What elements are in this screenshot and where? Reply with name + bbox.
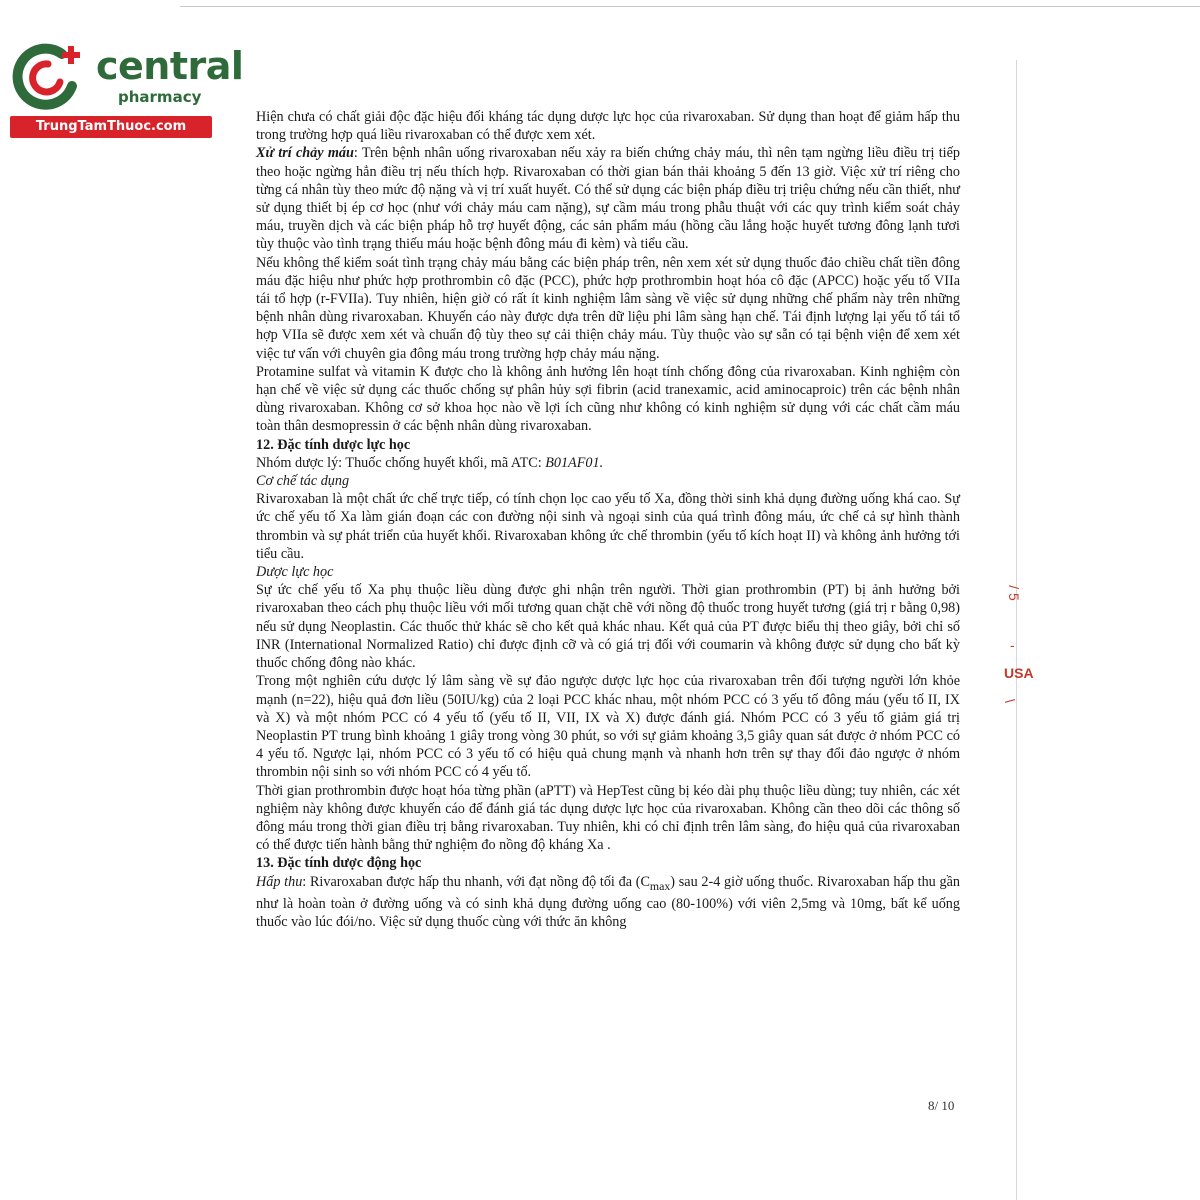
document-body: [256, 108, 960, 931]
paragraph: Nếu không thể kiểm soát tình trạng chảy máu bằng các biện pháp trên, nên xem xét sử dụng thuốc đảo chiều chất tiền đông máu đặc hiệu như phức hợp prothrombin cô đặc (PCC), phức hợp prothrombin hoạt hóa cô đặc (APCC) hoặc yếu tố VIIa tái tổ hợp (r-FVIIa). Tuy nhiên, hiện giờ có rất ít kinh nghiệm lâm sàng về việc sử dụng những chế phẩm này trên những bệnh nhân dùng rivaroxaban. Khuyến cáo này được dựa trên dữ liệu phi lâm sàng hạn chế. Tái định lượng lại yếu tố tái tổ hợp VIIa sẽ được xem xét và chuẩn độ tùy theo sự cải thiện chảy máu. Tùy thuộc vào sự sẵn có tại bệnh viện để xem xét việc tư vấn với chuyên gia đông máu trong trường hợp chảy máu nặng.: [256, 254, 960, 362]
logo-subtitle: pharmacy: [118, 88, 202, 106]
cmax-subscript: max: [649, 878, 671, 893]
atc-code: B01AF01.: [545, 454, 604, 471]
paragraph: Hấp thu: Rivaroxaban được hấp thu nhanh, với đạt nồng độ tối đa $(C_{max})$ sau 2-4 giờ uống thuốc. Rivaroxaban hấp thu gần như là hoàn toàn ở đường uống và có sinh khả dụng đường uống cao (80-100%) với viên 2,5mg và 10mg, bất kể uống thuốc vào lúc đói/no. Việc sử dụng thuốc cùng với thức ăn không: [256, 873, 960, 930]
subsection-heading: Dược lực học: [256, 564, 334, 581]
top-scan-edge: [180, 6, 1200, 7]
paragraph: Xử trí chảy máu: Trên bệnh nhân uống rivaroxaban nếu xảy ra biến chứng chảy máu, thì nên tạm ngừng liều điều trị tiếp theo hoặc ngừng hẳn điều trị nếu thích hợp. Rivaroxaban có thời gian bán thải khoảng 5 đến 13 giờ. Việc xử trí riêng cho từng cá nhân tùy theo mức độ nặng và vị trí xuất huyết. Có thể sử dụng các biện pháp điều trị triệu chứng nếu cần thiết, như sử dụng thiết bị ép cơ học (như với chảy máu cam nặng), sự cầm máu trong phẫu thuật với các quy trình kiểm soát chảy máu, truyền dịch và các biện pháp hỗ trợ huyết động, các sản phẩm máu (hồng cầu lắng hoặc huyết tương đông lạnh tươi tùy thuộc vào tình trạng thiếu máu hoặc bệnh đông máu đi kèm) và tiểu cầu.: [256, 145, 960, 253]
central-pharmacy-logo[interactable]: [10, 38, 244, 138]
paragraph: Sự ức chế yếu tố Xa phụ thuộc liều dùng được ghi nhận trên người. Thời gian prothrombin (PT) bị ảnh hưởng bởi rivaroxaban theo cách phụ thuộc liều với mối tương quan chặt chẽ với nồng độ thuốc trong huyết tương (giá trị r bằng 0,98) nếu sử dụng Neoplastin. Các thuốc thử khác sẽ cho kết quả khác nhau. Kết quả của PT được biểu thị theo giây, bởi chỉ số INR (International Normalized Ratio) chỉ được định cỡ và có giá trị đối với coumarin và không được sử dụng cho bất kỳ thuốc chống đông nào khác.: [256, 582, 960, 672]
paragraph: Hiện chưa có chất giải độc đặc hiệu đối kháng tác dụng dược lực học của rivaroxaban. Sử dụng than hoạt để giảm hấp thu trong trường hợp quá liều rivaroxaban có thể được xem xét.: [256, 109, 960, 144]
paragraph: Protamine sulfat và vitamin K được cho là không ảnh hưởng lên hoạt tính chống đông của rivaroxaban. Kinh nghiệm còn hạn chế về việc sử dụng các thuốc chống sự phân hủy sợi fibrin (acid tranexamic, acid aminocaproic) trên các bệnh nhân dùng rivaroxaban. Không cơ sở khoa học nào về lợi ích cũng như không có kinh nghiệm sử dụng với các chất cầm máu toàn thân desmopressin ở các bệnh nhân dùng rivaroxaban.: [256, 363, 960, 435]
pharmacy-cross-c-icon: [10, 38, 88, 116]
page-number: 8/ 10: [928, 1098, 955, 1113]
logo-banner: TrungTamThuoc.com: [10, 116, 212, 138]
paragraph: Trong một nghiên cứu dược lý lâm sàng về sự đảo ngược dược lực học của rivaroxaban trên đối tượng người lớn khỏe mạnh (n=22), hiệu quả đơn liều (50IU/kg) của 2 loại PCC khác nhau, một nhóm PCC có 3 yếu tố đông máu (yếu tố II, IX và X) và một nhóm PCC có 4 yếu tố (yếu tố II, VII, IX và X) được đánh giá. Nhóm PCC có 3 yếu tố giảm giá trị Neoplastin PT trung bình khoảng 1 giây trong vòng 30 phút, so với sự giảm khoảng 3,5 giây quan sát được ở nhóm PCC có 4 yếu tố. Ngược lại, nhóm PCC có 3 yếu tố có hiệu quả chung mạnh và nhanh hơn trên sự thay đổi đảo ngược ở nhóm thrombin nội sinh so với nhóm PCC có 4 yếu tố.: [256, 673, 960, 781]
stamp-text: USA: [1004, 665, 1034, 681]
stamp-fragment: / 5 - USA \: [1001, 585, 1034, 703]
subsection-heading: Cơ chế tác dụng: [256, 473, 350, 490]
section-heading: 12. Đặc tính dược lực học: [256, 436, 411, 453]
logo-wordmark: central: [96, 44, 244, 88]
paragraph-lead: Xử trí chảy máu: [256, 145, 354, 162]
paragraph: Nhóm dược lý: Thuốc chống huyết khối, mã ATC: B01AF01.: [256, 454, 604, 471]
paragraph: Rivaroxaban là một chất ức chế trực tiếp, có tính chọn lọc cao yếu tố Xa, đồng thời sinh khả dụng đường uống khá cao. Sự ức chế yếu tố Xa làm gián đoạn các con đường nội sinh và ngoại sinh của quá trình đông máu, ức chế cả sự hình thành thrombin và sự phát triển của huyết khối. Rivaroxaban không ức chế thrombin (yếu tố kích hoạt II) và không ảnh hưởng tới tiểu cầu.: [256, 491, 960, 562]
section-heading: 13. Đặc tính dược động học: [256, 855, 422, 872]
paragraph-lead: Hấp thu: [256, 873, 303, 890]
paragraph: Thời gian prothrombin được hoạt hóa từng phần (aPTT) và HepTest cũng bị kéo dài phụ thuộc liều dùng; tuy nhiên, các xét nghiệm này không được khuyến cáo để đánh giá tác dụng dược lực học của rivaroxaban. Không cần theo dõi các thông số đông máu trong thời gian điều trị bằng rivaroxaban. Tuy nhiên, khi có chỉ định trên lâm sàng, đo hiệu quả của rivaroxaban có thể được tiến hành bằng thử nghiệm đo nồng độ kháng Xa .: [256, 782, 960, 854]
